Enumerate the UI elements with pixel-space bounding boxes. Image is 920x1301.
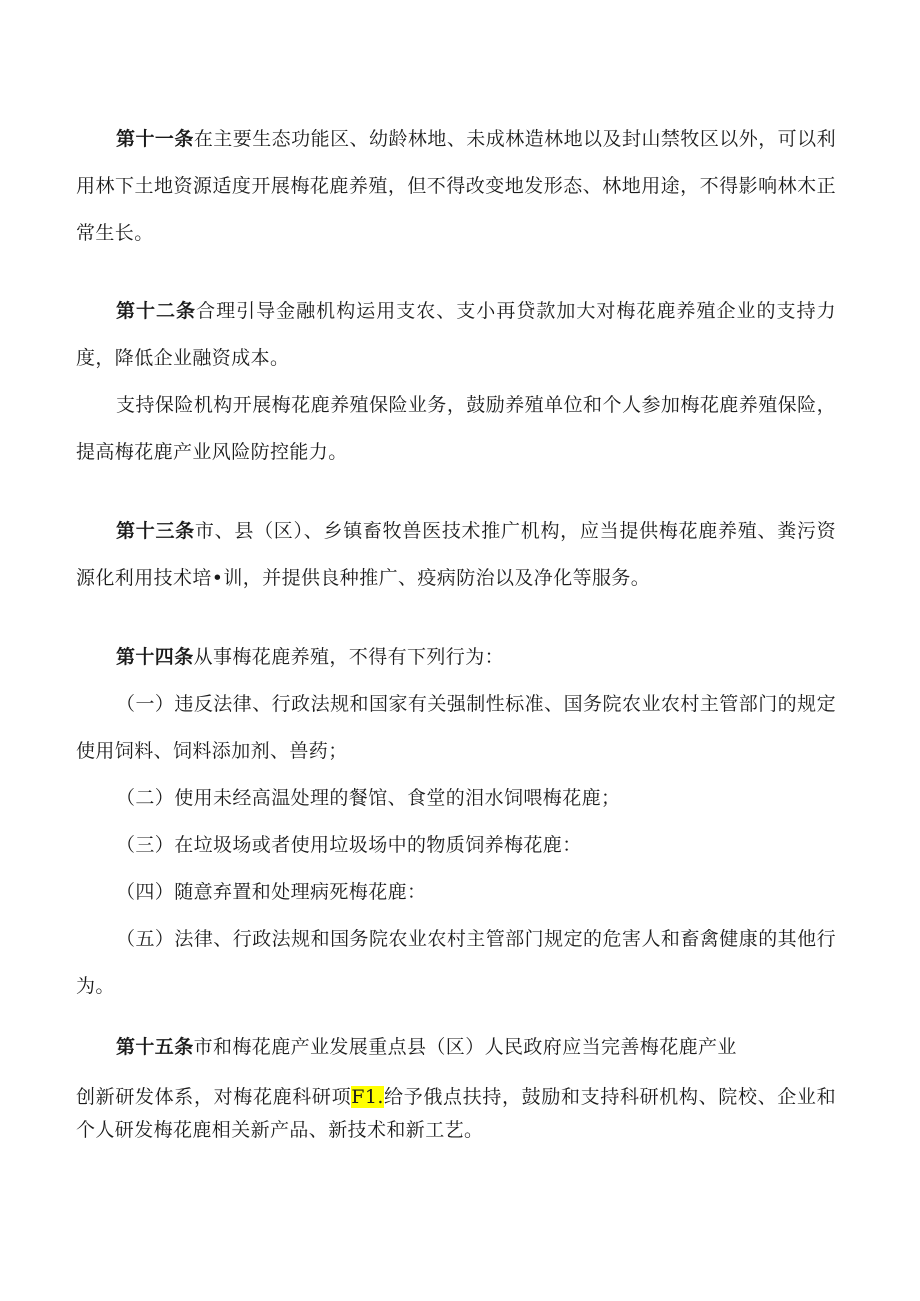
article-15-line2-after: 给予俄点扶持，鼓励和支持科研机构、院校、企业和个人研发梅花鹿相关新产品、新技术和新工艺。 (76, 1086, 836, 1141)
article-15-line2-before: 创新研发体系，对梅花鹿科研项 (76, 1086, 352, 1108)
article-11 (76, 116, 836, 257)
article-12-heading: 第十二条 (116, 300, 197, 322)
highlight-mark: F1. (351, 1086, 384, 1108)
article-14-heading: 第十四条 (116, 646, 194, 668)
article-15 (76, 1024, 836, 1071)
article-15-continuation (76, 1081, 836, 1147)
article-11-text: 在主要生态功能区、幼龄林地、未成林造林地以及封山禁牧区以外，可以利用林下土地资源适度开展梅花鹿养殖，但不得改变地发形态、林地用途，不得影响林木正常生长。 (76, 128, 836, 244)
article-12-paragraph-2: 支持保险机构开展梅花鹿养殖保险业务，鼓励养殖单位和个人参加梅花鹿养殖保险，提高梅花鹿产业风险防控能力。 (76, 394, 836, 463)
article-14-item-3: （三）在垃圾场或者使用垃圾场中的物质饲养梅花鹿： (116, 834, 582, 856)
article-14-item-5: （五）法律、行政法规和国务院农业农村主管部门规定的危害人和畜禽健康的其他行为。 (76, 928, 836, 997)
article-11-heading: 第十一条 (116, 128, 194, 150)
article-13 (76, 508, 836, 602)
article-15-heading: 第十五条 (116, 1036, 194, 1058)
article-14 (76, 634, 836, 681)
article-14-item-4: （四）随意弃置和处理病死梅花鹿： (116, 881, 427, 903)
article-15-text: 市和梅花鹿产业发展重点县（区）人民政府应当完善梅花鹿产业 (193, 1036, 737, 1058)
article-13-heading: 第十三条 (116, 520, 195, 542)
article-14-item-1: （一）违反法律、行政法规和国家有关强制性标准、国务院农业农村主管部门的规定使用饲料、饲料添加剂、兽药； (76, 693, 836, 762)
article-12 (76, 288, 836, 382)
article-14-item-2: （二）使用未经高温处理的餐馆、食堂的泪水饲喂梅花鹿； (116, 787, 621, 809)
article-14-text: 从事梅花鹿养殖，不得有下列行为： (193, 646, 505, 668)
article-13-text: 市、县（区）、乡镇畜牧兽医技术推广机构，应当提供梅花鹿养殖、粪污资源化利用技术培•训，并提供良种推广、疫病防治以及净化等服务。 (76, 520, 836, 589)
article-12-text: 合理引导金融机构运用支农、支小再贷款加大对梅花鹿养殖企业的支持力度，降低企业融资成本。 (76, 300, 836, 369)
